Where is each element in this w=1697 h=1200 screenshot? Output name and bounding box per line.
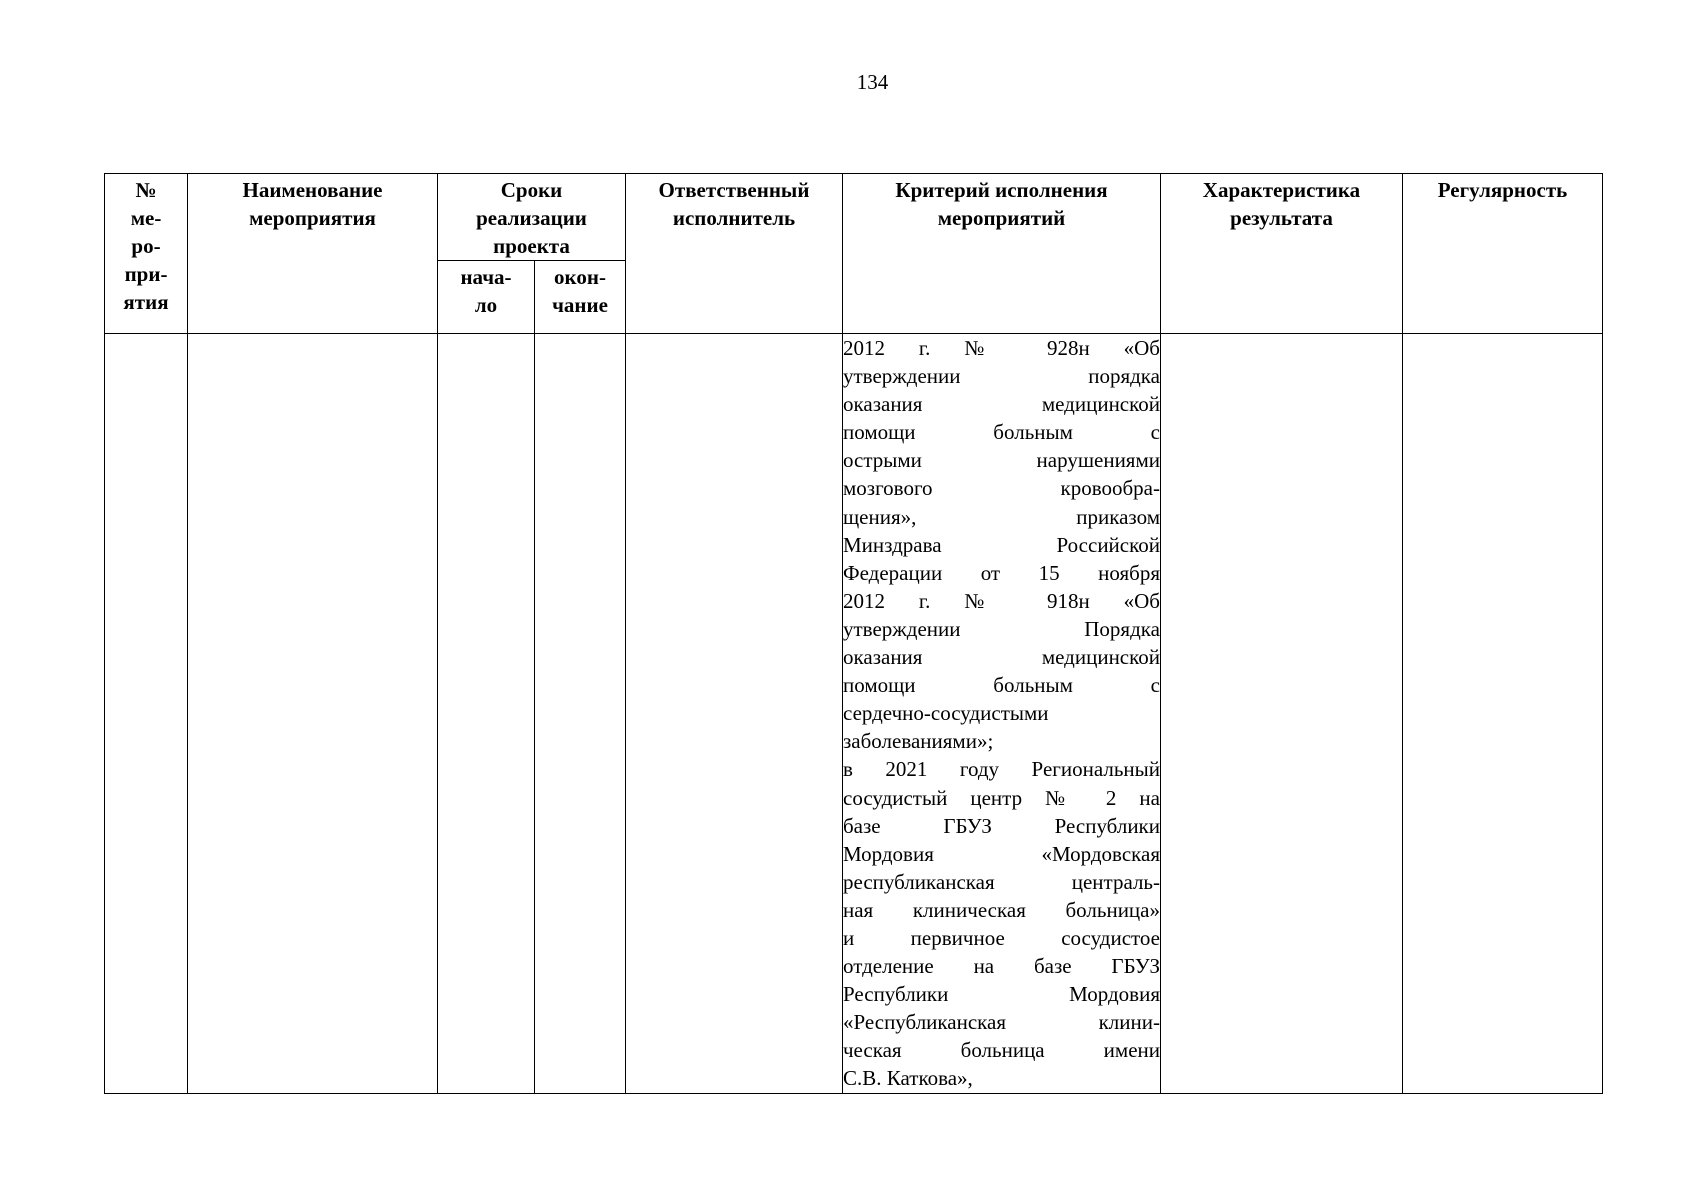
criterion-line: оказания медицинской	[843, 392, 1160, 417]
criterion-line: оказания медицинской	[843, 645, 1160, 670]
cell-number	[105, 334, 188, 1094]
header-number: № ме- ро- при- ятия	[105, 174, 188, 334]
criterion-line: помощи больным с	[843, 420, 1160, 445]
cell-period-start	[438, 334, 535, 1094]
criterion-line: Мордовия «Мордовская	[843, 841, 1160, 866]
criterion-line: заболеваниями»;	[843, 729, 994, 754]
cell-regularity	[1403, 334, 1603, 1094]
header-period-start: нача- ло	[438, 261, 535, 334]
criterion-line: сосудистый центр № 2 на	[843, 785, 1160, 810]
header-criterion: Критерий исполнения мероприятий	[843, 174, 1161, 334]
table-row	[105, 334, 1603, 1094]
header-period-end: окон- чание	[535, 261, 626, 334]
cell-name	[188, 334, 438, 1094]
criterion-line: в 2021 году Региональный	[843, 757, 1160, 782]
header-responsible: Ответственный исполнитель	[626, 174, 843, 334]
criterion-line: утверждении Порядка	[843, 616, 1160, 641]
criterion-line: 2012 г. № 918н «Об	[843, 588, 1160, 613]
criterion-line: ная клиническая больница»	[843, 897, 1160, 922]
cell-period-end	[535, 334, 626, 1094]
measures-table	[104, 173, 1603, 1094]
criterion-line: отделение на базе ГБУЗ	[843, 954, 1160, 979]
criterion-line: мозгового кровообра-	[843, 476, 1160, 501]
cell-criterion	[843, 334, 1161, 1094]
criterion-line: «Республиканская клини-	[843, 1010, 1160, 1035]
criterion-line: 2012 г. № 928н «Об	[843, 336, 1160, 360]
cell-result	[1161, 334, 1403, 1094]
criterion-line: щения», приказом	[843, 504, 1160, 529]
criterion-line: Минздрава Российской	[843, 532, 1160, 557]
header-name: Наименование мероприятия	[188, 174, 438, 334]
criterion-line: и первичное сосудистое	[843, 925, 1160, 950]
criterion-line: ческая больница имени	[843, 1038, 1160, 1063]
header-result: Характеристика результата	[1161, 174, 1403, 334]
criterion-line: Республики Мордовия	[843, 982, 1160, 1007]
criterion-line: сердечно-сосудистыми	[843, 701, 1049, 726]
criterion-line: Федерации от 15 ноября	[843, 560, 1160, 585]
criterion-line: утверждении порядка	[843, 364, 1160, 389]
criterion-line: базе ГБУЗ Республики	[843, 813, 1160, 838]
header-period: Сроки реализации проекта	[438, 174, 626, 261]
criterion-line: республиканская централь-	[843, 869, 1160, 894]
criterion-line: острыми нарушениями	[843, 448, 1160, 473]
header-regularity: Регулярность	[1403, 174, 1603, 334]
cell-responsible	[626, 334, 843, 1094]
page-number: 134	[856, 70, 889, 94]
criterion-line: помощи больным с	[843, 673, 1160, 698]
criterion-line: С.В. Каткова»,	[843, 1066, 973, 1091]
